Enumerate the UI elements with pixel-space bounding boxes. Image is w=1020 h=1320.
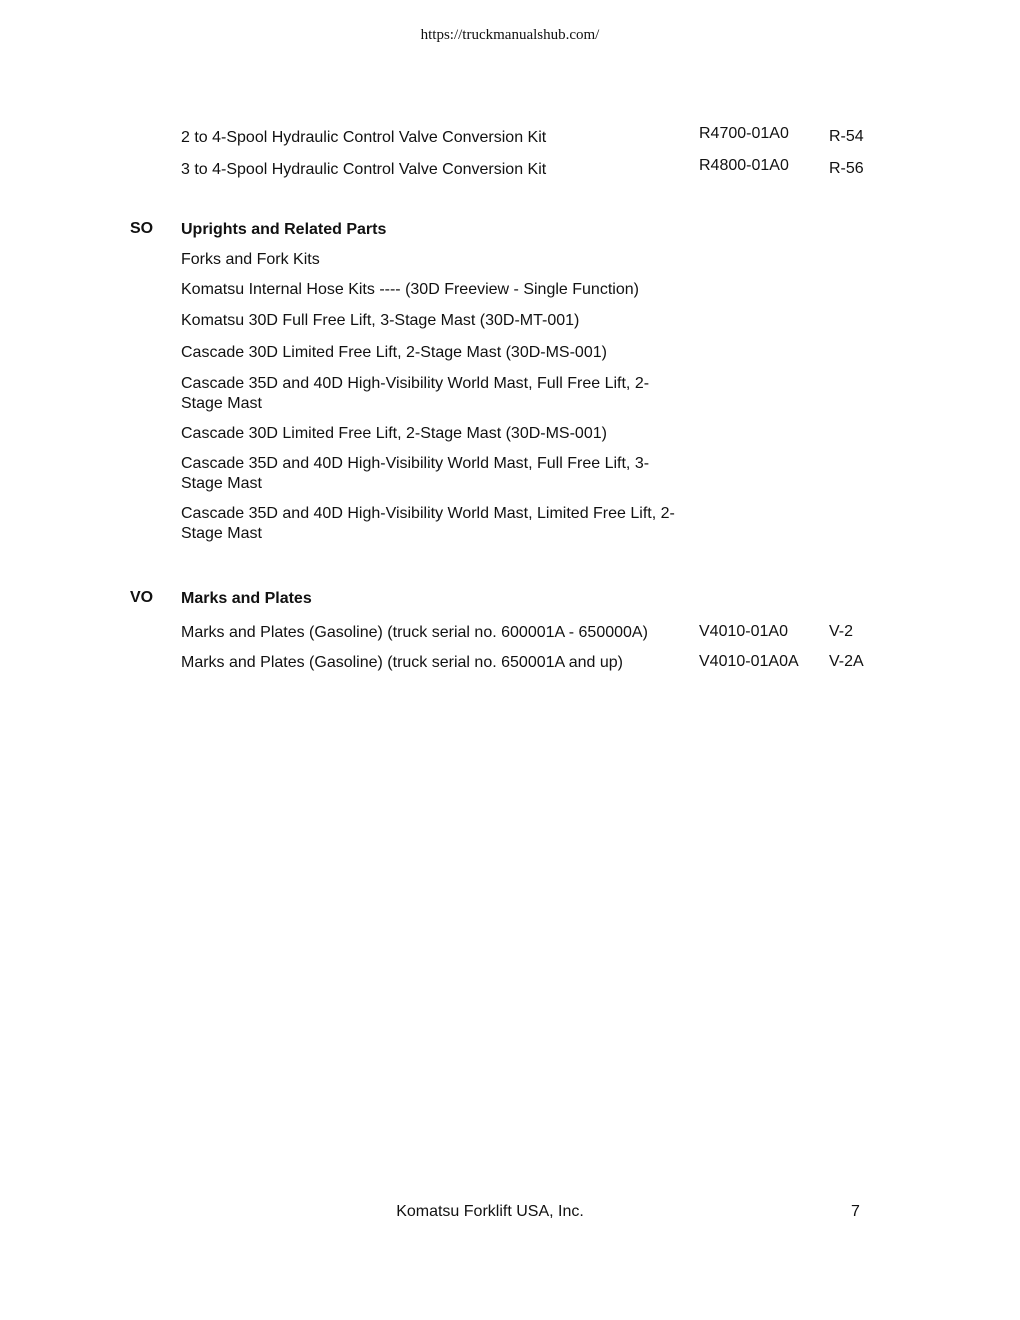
- source-url: https://truckmanualshub.com/: [420, 27, 600, 43]
- item-description: Marks and Plates (Gasoline) (truck serial no. 650001A and up): [181, 654, 624, 671]
- item-page-ref: V-2A: [829, 653, 864, 670]
- item-description: Komatsu 30D Full Free Lift, 3-Stage Mast (30D-MT-001): [181, 312, 580, 329]
- item-description: Forks and Fork Kits: [181, 251, 320, 268]
- item-description: Cascade 30D Limited Free Lift, 2-Stage Mast (30D-MS-001): [181, 344, 607, 361]
- item-part-number: R4800-01A0: [699, 157, 789, 174]
- footer-company: Komatsu Forklift USA, Inc.: [396, 1203, 584, 1220]
- item-page-ref: R-56: [829, 160, 864, 177]
- item-description: 2 to 4-Spool Hydraulic Control Valve Conversion Kit: [181, 129, 547, 146]
- section-code: VO: [130, 589, 154, 606]
- item-page-ref: R-54: [829, 128, 864, 145]
- item-description: Marks and Plates (Gasoline) (truck serial no. 600001A - 650000A): [181, 624, 648, 641]
- item-description: Cascade 35D and 40D High-Visibility World Mast, Full Free Lift, 2-Stage Mast: [181, 375, 650, 412]
- item-description: Komatsu Internal Hose Kits ---- (30D Freeview - Single Function): [181, 281, 639, 298]
- item-page-ref: V-2: [829, 623, 854, 640]
- section-code: SO: [130, 220, 154, 237]
- item-part-number: R4700-01A0: [699, 125, 789, 142]
- item-part-number: V4010-01A0: [699, 623, 788, 640]
- item-description: Cascade 35D and 40D High-Visibility World Mast, Limited Free Lift, 2-Stage Mast: [181, 505, 675, 542]
- page-number: 7: [851, 1203, 860, 1220]
- item-part-number: V4010-01A0A: [699, 653, 799, 670]
- item-description: 3 to 4-Spool Hydraulic Control Valve Conversion Kit: [181, 161, 547, 178]
- item-description: Cascade 30D Limited Free Lift, 2-Stage Mast (30D-MS-001): [181, 425, 607, 442]
- item-description: Cascade 35D and 40D High-Visibility World Mast, Full Free Lift, 3-Stage Mast: [181, 455, 650, 492]
- section-title: Marks and Plates: [181, 590, 312, 607]
- section-title: Uprights and Related Parts: [181, 221, 387, 238]
